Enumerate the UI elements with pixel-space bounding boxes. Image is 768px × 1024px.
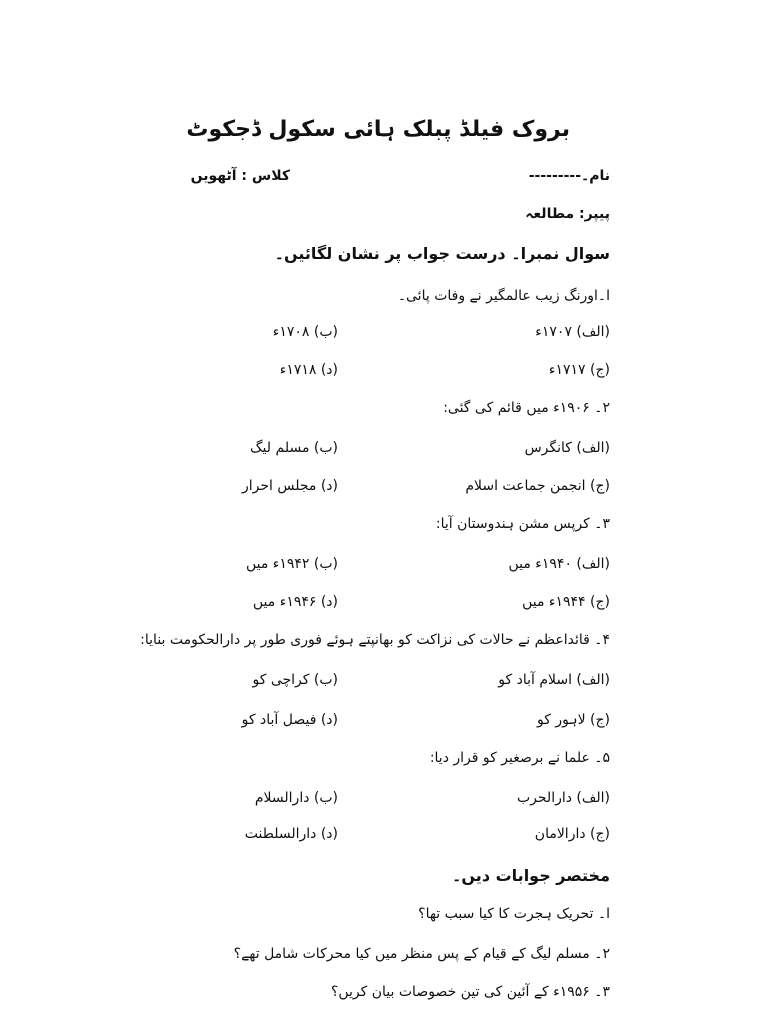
- q1-option-c: (ج) ۱۷۱۷ء: [548, 362, 610, 378]
- q1-option-d: (د) ۱۷۱۸ء: [279, 362, 338, 378]
- section1-heading: سوال نمبرا۔ درست جواب پر نشان لگائیں۔: [274, 244, 610, 263]
- q2-option-a: (الف) کانگرس: [524, 440, 610, 456]
- q3-option-c: (ج) ۱۹۴۴ء میں: [522, 594, 610, 610]
- q2-option-c: (ج) انجمن جماعت اسلام: [465, 478, 610, 494]
- question-3-text: ۳۔ کرپس مشن ہندوستان آیا:: [435, 516, 610, 532]
- q5-option-c: (ج) دارالامان: [534, 826, 610, 842]
- short-question-3: ۳۔ ۱۹۵۶ء کے آئین کی تین خصوصات بیان کریں؟: [330, 984, 610, 1000]
- name-field-label: نام۔---------: [528, 168, 610, 184]
- q5-option-d: (د) دارالسلطنت: [244, 826, 338, 842]
- q4-option-c: (ج) لاہور کو: [537, 712, 610, 728]
- q3-option-b: (ب) ۱۹۴۲ء میں: [245, 556, 338, 572]
- paper-label: پیپر: مطالعہ: [525, 206, 610, 222]
- school-title: بروک فیلڈ پبلک ہائی سکول ڈجکوٹ: [186, 117, 570, 142]
- q5-option-b: (ب) دارالسلام: [254, 790, 338, 806]
- q4-option-d: (د) فیصل آباد کو: [241, 712, 338, 728]
- q2-option-b: (ب) مسلم لیگ: [250, 440, 338, 456]
- short-question-1: ا۔ تحریک ہجرت کا کیا سبب تھا؟: [418, 906, 610, 922]
- q4-option-a: (الف) اسلام آباد کو: [498, 672, 610, 688]
- question-1-text: ا۔اورنگ زیب عالمگیر نے وفات پائی۔: [397, 288, 610, 304]
- q5-option-a: (الف) دارالحرب: [516, 790, 610, 806]
- q4-option-b: (ب) کراچی کو: [252, 672, 338, 688]
- q2-option-d: (د) مجلس احرار: [242, 478, 338, 494]
- section2-heading: مختصر جوابات دیں۔: [452, 866, 610, 885]
- question-4-text: ۴۔ قائداعظم نے حالات کی نزاکت کو بھانپتے ہوئے فوری طور پر دارالحکومت بنایا:: [140, 632, 610, 648]
- q1-option-b: (ب) ۱۷۰۸ء: [272, 324, 338, 340]
- short-question-2: ۲۔ مسلم لیگ کے قیام کے پس منظر میں کیا محرکات شامل تھے؟: [233, 946, 610, 962]
- q1-option-a: (الف) ۱۷۰۷ء: [535, 324, 610, 340]
- question-2-text: ۲۔ ۱۹۰۶ء میں قائم کی گئی:: [443, 400, 610, 416]
- q3-option-a: (الف) ۱۹۴۰ء میں: [508, 556, 610, 572]
- q3-option-d: (د) ۱۹۴۶ء میں: [252, 594, 338, 610]
- question-5-text: ۵۔ علما نے برصغیر کو قرار دیا:: [429, 750, 610, 766]
- class-label: کلاس : آٹھویں: [190, 168, 290, 184]
